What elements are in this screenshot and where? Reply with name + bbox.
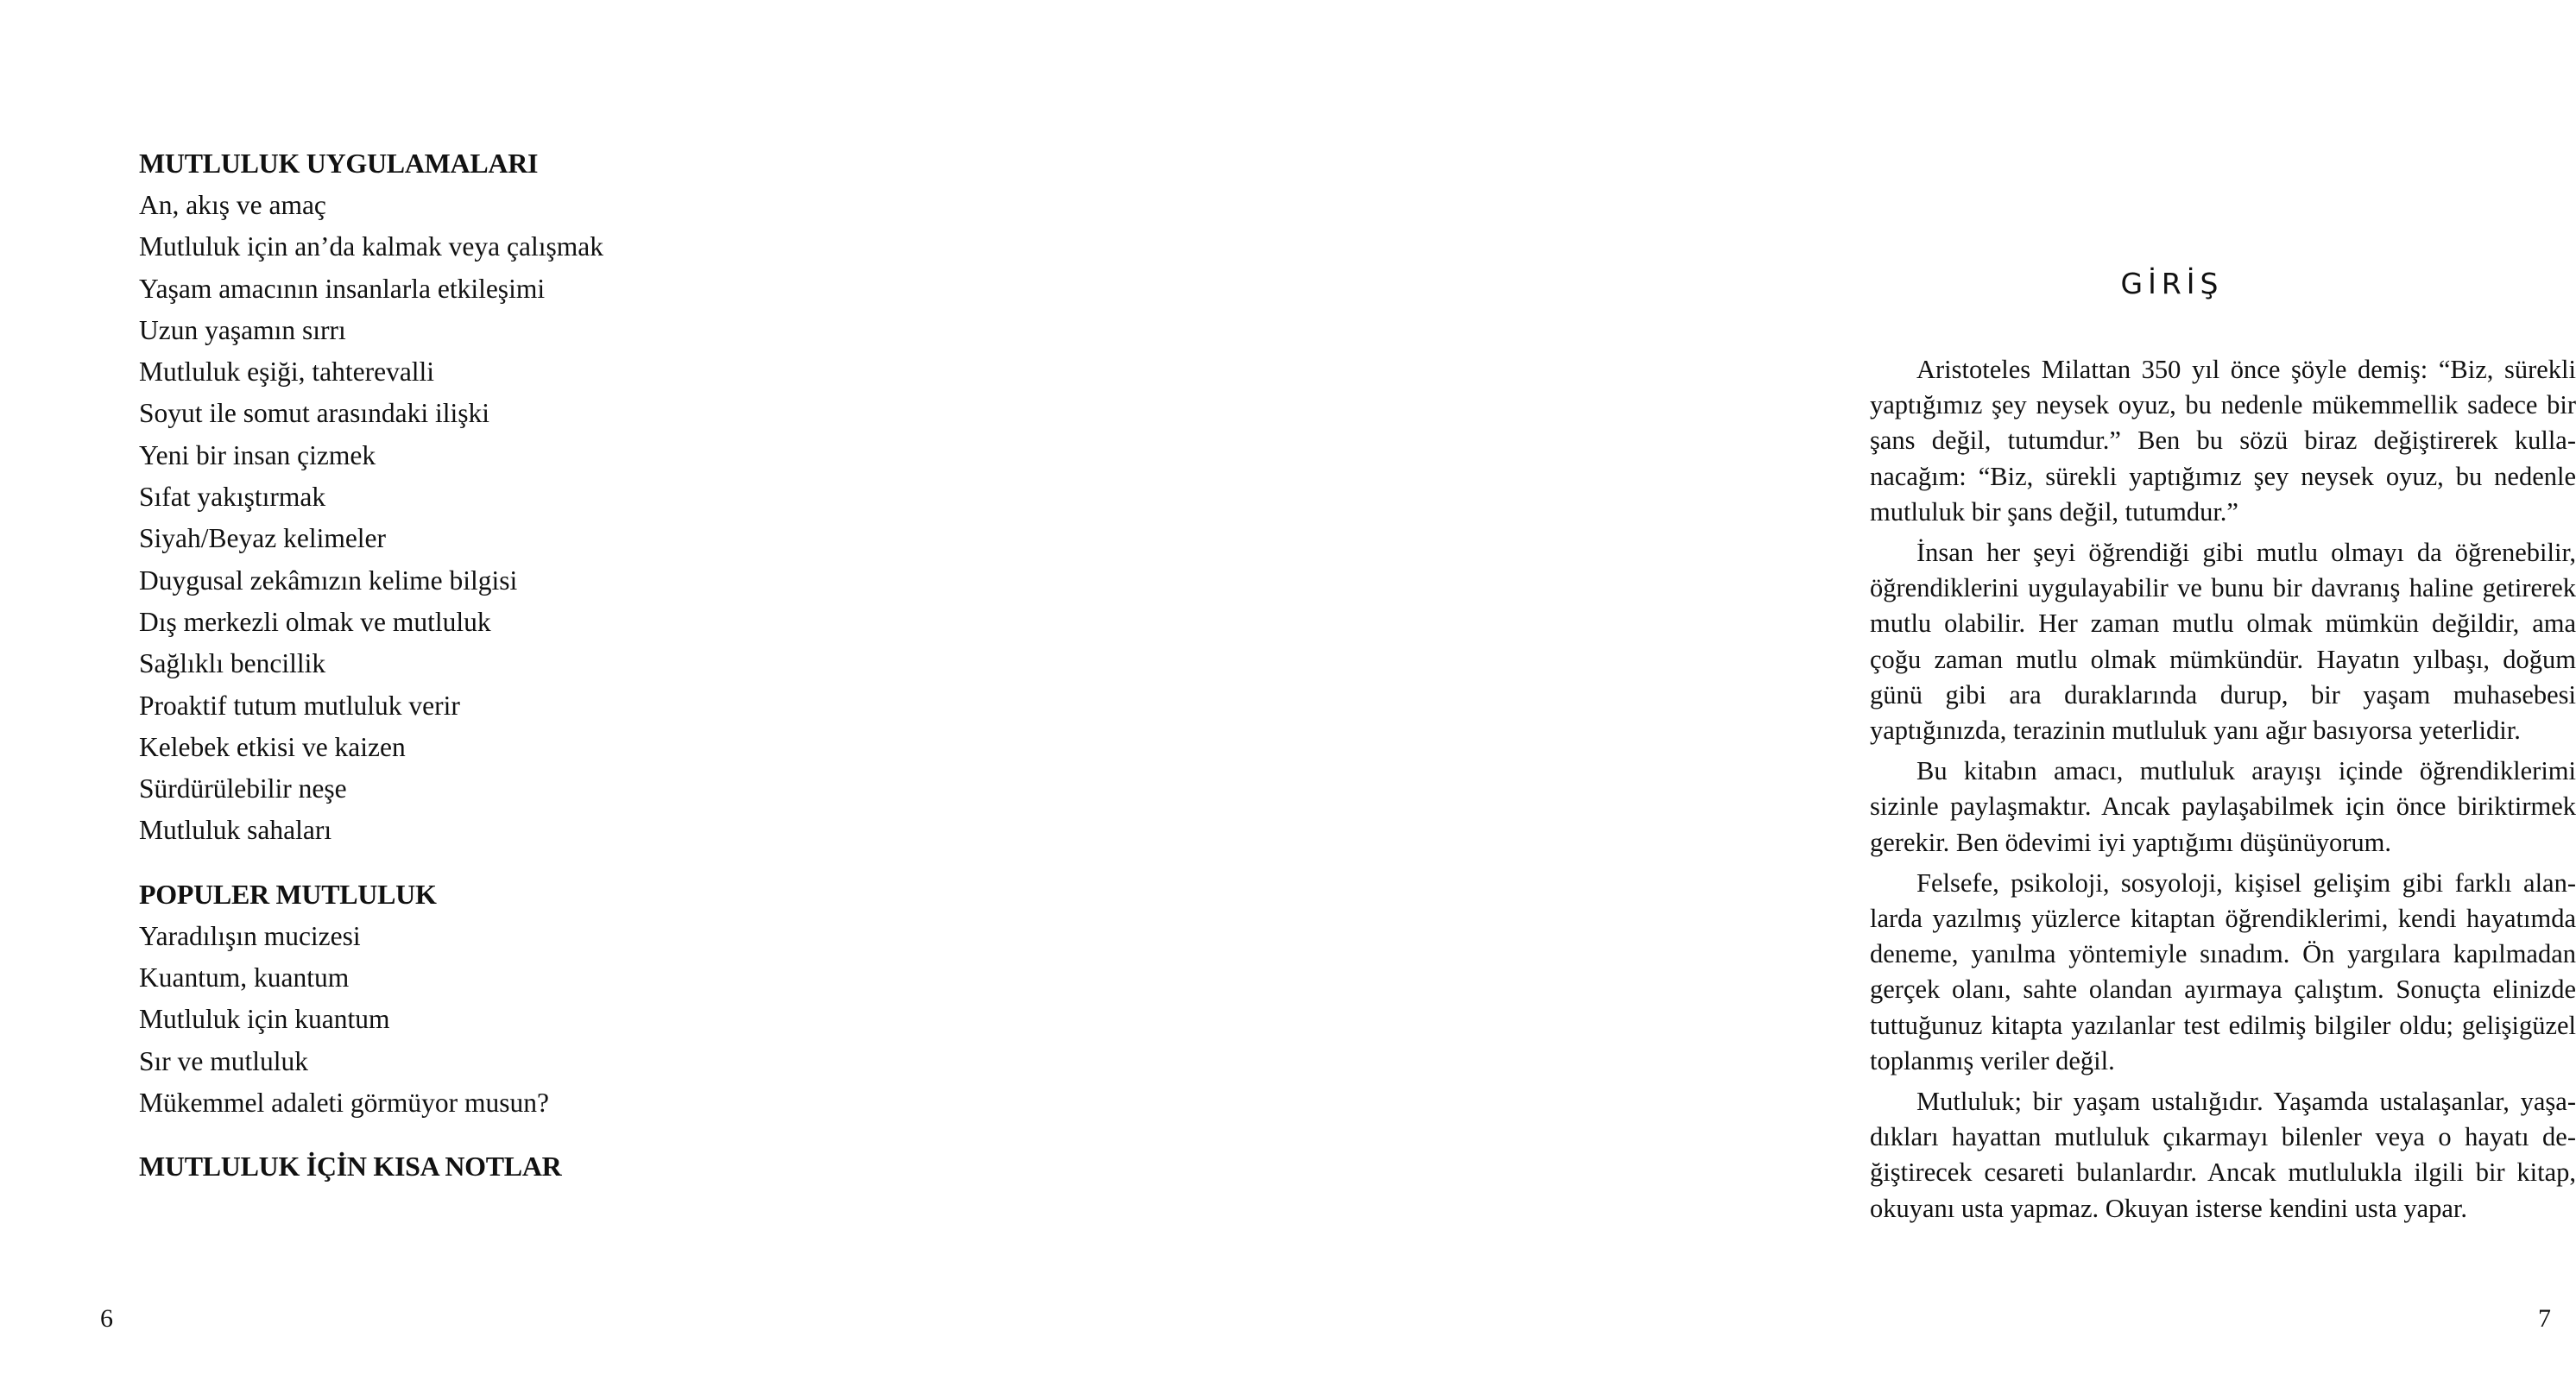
section-heading: MUTLULUK İÇİN KISA NOTLAR [139,1151,562,1183]
page-number: 6 [100,1304,113,1333]
chapter-title: GİRİŞ [2120,267,2224,300]
contents-item: Sürdürülebilir neşe [139,773,347,804]
contents-item: Sır ve mutluluk [139,1045,308,1076]
contents-item: Siyah/Beyaz kelimeler [139,523,387,554]
section-heading: POPULER MUTLULUK [139,878,437,910]
paragraph: Bu kitabın amacı, mutluluk arayışı içinde öğrendiklerimi sizinle paylaşmaktır. Ancak paylaşabilmek için önce biriktirmek gerekir. Ben ödevimi iyi yaptığımı düşünüyorum. [1870,756,2576,857]
contents-item: Yaradılışın mucizesi [139,920,361,951]
section-populer-mutluluk [139,876,743,1124]
contents-item: Dış merkezli olmak ve mutluluk [139,606,491,637]
contents-item: Sıfat yakıştırmak [139,482,326,513]
contents-item: Kelebek etkisi ve kaizen [139,731,406,762]
paragraph: Felsefe, psikoloji, sosyoloji, kişisel gelişim gibi farklı alanlarda yazılmış yüzlerce kitaptan öğrendiklerimi, kendi hayatımda deneme, yanılma yöntemiyle sınadım. Ön yargılara kapılmadan gerçek olanı, sahte olandan ayırmaya çalıştım. Sonuçta elinizde tuttuğunuz kitapta yazılanlar test edilmiş bilgiler oldu; gelişigüzel toplanmış veriler değil. [1870,867,2576,1075]
page-number: 7 [2538,1304,2551,1333]
paragraph: Mutluluk; bir yaşam ustalığıdır. Yaşamda ustalaşanlar, yaşadıkları hayattan mutluluk çıkarmayı bilenler veya o hayatı değiştirecek cesareti bulanlardır. Ancak mutlulukla ilgili bir kitap, okuyanı usta yapmaz. Okuyan isterse kendini usta yapar. [1870,1087,2576,1223]
contents-item: Mükemmel adaleti görmüyor musun? [139,1087,550,1118]
section-items [139,916,743,1124]
contents-item: An, akış ve amaç [139,190,326,220]
contents-item: Mutluluk için an’da kalmak veya çalışmak [139,231,603,262]
contents-item: Yeni bir insan çizmek [139,439,376,470]
contents-item: Uzun yaşamın sırrı [139,314,346,345]
section-kisa-notlar [139,1148,743,1184]
contents-item: Sağlıklı bencillik [139,648,326,679]
contents-item: Proaktif tutum mutluluk verir [139,690,460,721]
section-mutluluk-uygulamalari [139,145,743,852]
section-heading: MUTLULUK UYGULAMALARI [139,148,539,179]
paragraph: İnsan her şeyi öğrendiği gibi mutlu olmayı da öğrenebilir, öğrendiklerini uygulayabilir ve bunu bir davranış haline getirerek mutlu olabilir. Her zaman mutlu olmak mümkün değildir, ama çoğu zaman mutlu olmak mümkündür. Hayatın yılbaşı, doğum günü gibi ara duraklarında durup, bir yaşam muhasebesi yaptığınızda, terazinin mutluluk yanı ağır basıyorsa yeterlidir. [1870,538,2576,746]
contents-item: Duygusal zekâmızın kelime bilgisi [139,565,518,596]
right-page [884,0,2576,1375]
contents-list [139,145,743,1188]
paragraph: Aristoteles Milattan 350 yıl önce şöyle demiş: “Biz, sürekli yaptığımız şey neysek oyuz, bu nedenle mükemmellik sadece bir şans değil, tutumdur.” Ben bu sözü biraz değiştirerek kullanacağım: “Biz, sürekli yaptığımız şey neysek oyuz, bu nedenle mutluluk bir şans değil, tutumdur.” [1870,355,2576,527]
chapter-body [1870,352,2576,1232]
left-page [0,0,884,1375]
contents-item: Mutluluk sahaları [139,815,332,846]
contents-item: Mutluluk eşiği, tahterevalli [139,356,435,388]
contents-item: Soyut ile somut arasındaki ilişki [139,398,489,429]
contents-item: Mutluluk için kuantum [139,1004,390,1035]
contents-item: Yaşam amacının insanlarla etkileşimi [139,273,546,304]
section-items [139,185,743,852]
contents-item: Kuantum, kuantum [139,962,350,993]
